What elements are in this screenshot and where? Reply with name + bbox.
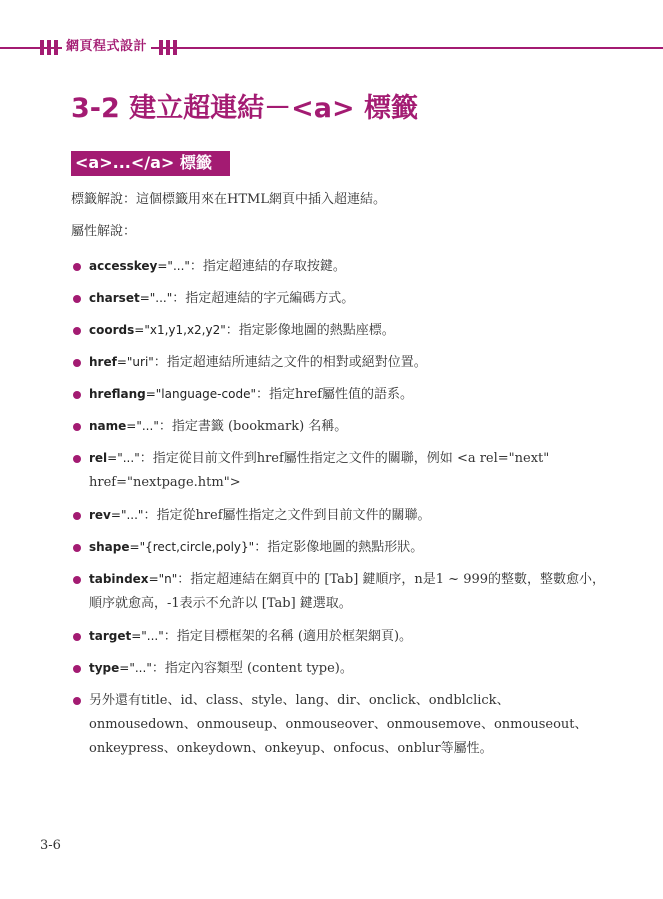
bullet-icon — [73, 263, 81, 271]
header-title: 網頁程式設計 — [62, 38, 151, 56]
attribute-name: target — [89, 629, 132, 643]
attribute-item — [71, 536, 611, 559]
header-decoration-right — [159, 40, 177, 55]
bullet-icon — [73, 576, 81, 584]
attribute-name: href — [89, 355, 117, 369]
attribute-item — [71, 351, 611, 374]
attribute-text — [89, 323, 395, 338]
tag-heading: <a>...</a> 標籤 — [71, 151, 230, 175]
bullet-icon — [73, 423, 81, 431]
tag-heading-underline — [71, 175, 230, 176]
attribute-description: ：指定超連結所連結之文件的相對或絕對位置。 — [153, 355, 427, 370]
attribute-value: ="{rect,circle,poly}" — [129, 540, 255, 554]
attribute-name: type — [89, 661, 120, 675]
attribute-description: ：指定超連結的存取按鍵。 — [189, 259, 346, 274]
header-stripe — [159, 40, 163, 55]
section-title: 3-2 建立超連結－<a> 標籤 — [71, 93, 419, 124]
attribute-description: ：指定影像地圖的熱點形狀。 — [254, 540, 424, 555]
attribute-name: hreflang — [89, 387, 146, 401]
bullet-icon — [73, 295, 81, 303]
attribute-item — [71, 447, 611, 495]
attribute-text — [89, 259, 346, 274]
attribute-item — [71, 689, 611, 761]
attribute-item — [71, 657, 611, 680]
bullet-icon — [73, 665, 81, 673]
attribute-text — [89, 540, 423, 555]
attribute-description: ：指定影像地圖的熱點座標。 — [225, 323, 395, 338]
attribute-value: ="..." — [107, 451, 140, 465]
attribute-value: ="..." — [126, 419, 159, 433]
bullet-icon — [73, 455, 81, 463]
attribute-description: ：指定內容類型 (content type)。 — [151, 661, 353, 676]
bullet-icon — [73, 544, 81, 552]
attribute-description: ：指定超連結在網頁中的 [Tab] 鍵順序，n是1 ~ 999的整數，整數愈小，順序就愈高，-1表示不允許以 [Tab] 鍵選取。 — [89, 572, 606, 611]
attribute-description: 另外還有title、id、class、style、lang、dir、onclick、ondblclick、onmousedown、onmouseup、onmouseover、onmousemove、onmouseout、onkeypress、onkeydown、onkeyup、onfocus、onblur等屬性。 — [89, 693, 588, 756]
bullet-icon — [73, 391, 81, 399]
attribute-item — [71, 255, 611, 278]
attribute-value: ="..." — [110, 508, 144, 522]
bullet-icon — [73, 327, 81, 335]
header-stripe — [173, 40, 177, 55]
attribute-item — [71, 287, 611, 310]
attribute-text — [89, 661, 353, 676]
header-stripe — [47, 40, 51, 55]
attribute-text — [89, 355, 427, 370]
attribute-name: accesskey — [89, 259, 158, 273]
attribute-description: ：指定href屬性值的語系。 — [255, 387, 414, 402]
header-bar — [0, 37, 663, 57]
header-stripe — [166, 40, 170, 55]
attribute-text — [89, 693, 588, 756]
attribute-description: ：指定目標框架的名稱 (適用於框架網頁)。 — [163, 629, 413, 644]
attribute-value: ="uri" — [116, 355, 154, 369]
page-number: 3-6 — [40, 838, 61, 853]
attribute-description: ：指定書籤 (bookmark) 名稱。 — [158, 419, 348, 434]
header-decoration-left — [40, 40, 58, 55]
attribute-item — [71, 625, 611, 648]
attribute-item — [71, 504, 611, 527]
attribute-text — [89, 451, 549, 490]
attribute-item — [71, 319, 611, 342]
attribute-description: ：指定從目前文件到href屬性指定之文件的關聯，例如 <a rel="next" href="nextpage.htm"> — [89, 451, 550, 490]
attribute-value: ="x1,y1,x2,y2" — [134, 323, 226, 337]
attribute-description: ：指定超連結的字元編碼方式。 — [172, 291, 355, 306]
attribute-value: ="..." — [139, 291, 173, 305]
attribute-text — [89, 291, 354, 306]
attribute-text — [89, 419, 347, 434]
header-stripe — [40, 40, 44, 55]
attribute-name: shape — [89, 540, 130, 554]
attribute-value: ="..." — [157, 259, 190, 273]
bullet-icon — [73, 697, 81, 705]
attribute-name: charset — [89, 291, 140, 305]
attribute-description: ：指定從href屬性指定之文件到目前文件的關聯。 — [143, 508, 431, 523]
attributes-heading: 屬性解說： — [71, 224, 137, 239]
attribute-name: name — [89, 419, 127, 433]
bullet-icon — [73, 633, 81, 641]
bullet-icon — [73, 359, 81, 367]
attribute-list — [71, 255, 611, 770]
bullet-icon — [73, 512, 81, 520]
attribute-text — [89, 387, 413, 402]
attribute-text — [89, 572, 605, 611]
attribute-value: ="..." — [131, 629, 164, 643]
tag-description: 標籤解說：這個標籤用來在HTML網頁中插入超連結。 — [71, 192, 386, 207]
attribute-text — [89, 629, 412, 644]
attribute-text — [89, 508, 431, 523]
attribute-name: coords — [89, 323, 135, 337]
attribute-item — [71, 568, 611, 616]
header-stripe — [54, 40, 58, 55]
attribute-name: rel — [89, 451, 108, 465]
attribute-name: rev — [89, 508, 111, 522]
attribute-value: ="n" — [148, 572, 178, 586]
attribute-item — [71, 415, 611, 438]
attribute-item — [71, 383, 611, 406]
attribute-name: tabindex — [89, 572, 149, 586]
attribute-value: ="language-code" — [145, 387, 256, 401]
attribute-value: ="..." — [119, 661, 152, 675]
